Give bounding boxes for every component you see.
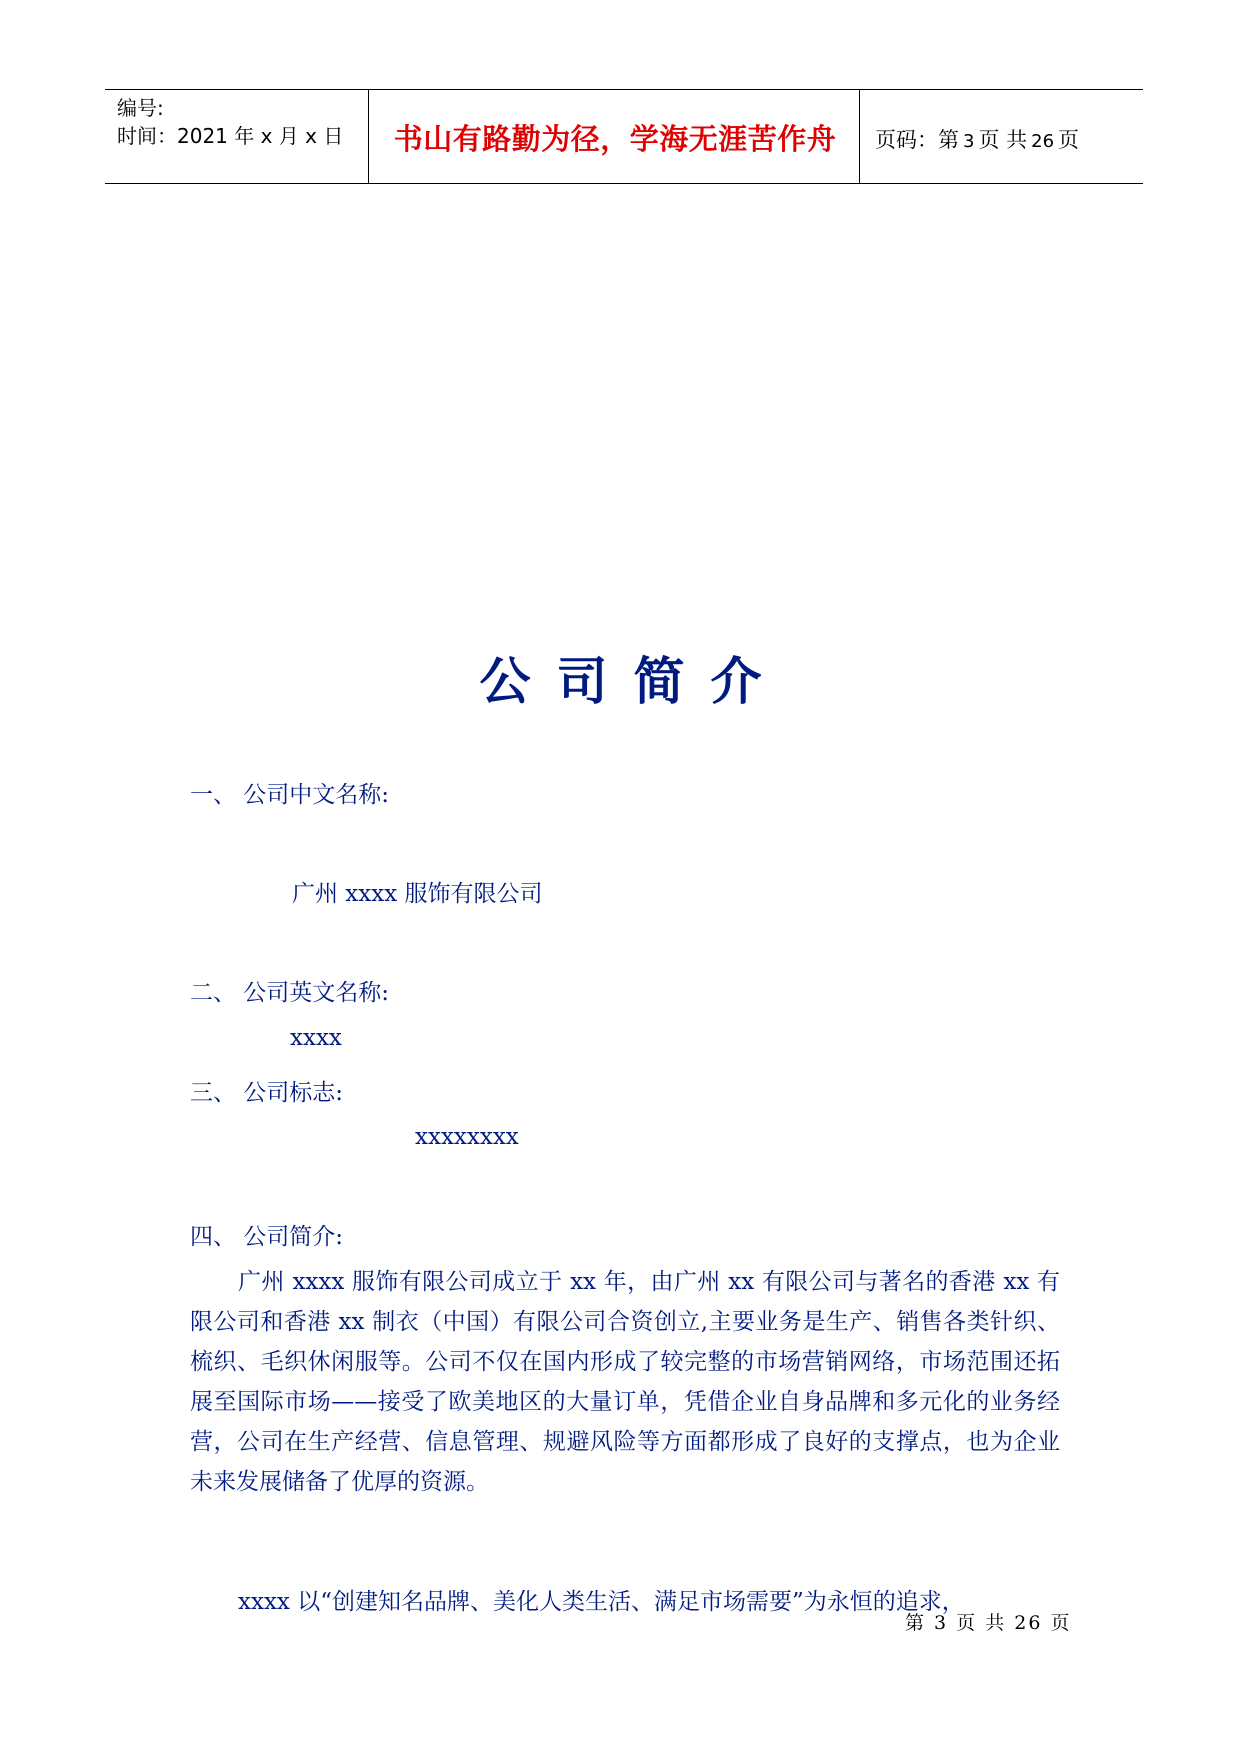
header-page-number: [875, 124, 1079, 154]
section-heading-logo: 三、 公司标志:: [190, 1080, 344, 1106]
logo-value: xxxxxxxx: [415, 1124, 519, 1150]
section-heading-chinese-name: 一、 公司中文名称:: [190, 782, 390, 808]
header-motto: 书山有路勤为径，学海无涯苦作舟: [393, 122, 837, 156]
english-name-value: xxxx: [290, 1025, 342, 1051]
header-meta: [117, 94, 343, 150]
page-footer: 第 3 页 共 26 页: [905, 1612, 1072, 1634]
header-divider: [368, 90, 369, 183]
profile-paragraph: xxxx 以“创建知名品牌、美化人类生活、满足市场需要”为永恒的追求，: [238, 1589, 965, 1615]
page-suffix: 页: [1058, 128, 1080, 152]
chinese-name-value: 广州 xxxx 服饰有限公司: [292, 881, 543, 907]
page-total: 26: [1031, 131, 1055, 152]
page-mid: 页 共: [978, 128, 1028, 152]
section-heading-english-name: 二、 公司英文名称:: [190, 980, 390, 1006]
page-current: 3: [963, 131, 975, 152]
document-title: 公司简介: [479, 652, 788, 712]
document-number-label: 编号:: [117, 96, 164, 120]
section-heading-profile: 四、 公司简介:: [190, 1224, 344, 1250]
page-header: [105, 89, 1143, 184]
profile-paragraph: 广州 xxxx 服饰有限公司成立于 xx 年，由广州 xx 有限公司与著名的香港 xx 有限公司和香港 xx 制衣（中国）有限公司合资创立,主要业务是生产、销售各类针织、梳织、毛织休闲服等。公司不仅在国内形成了较完整的市场营销网络，市场范围还拓展至国际市场——接受了欧美地区的大量订单，凭借企业自身品牌和多元化的业务经营，公司在生产经营、信息管理、规避风险等方面都形成了良好的支撑点，也为企业未来发展储备了优厚的资源。: [190, 1269, 1060, 1495]
page-prefix: 页码：第: [875, 128, 959, 152]
document-time-label: 时间：2021 年 x 月 x 日: [117, 124, 344, 148]
header-divider: [859, 90, 860, 183]
